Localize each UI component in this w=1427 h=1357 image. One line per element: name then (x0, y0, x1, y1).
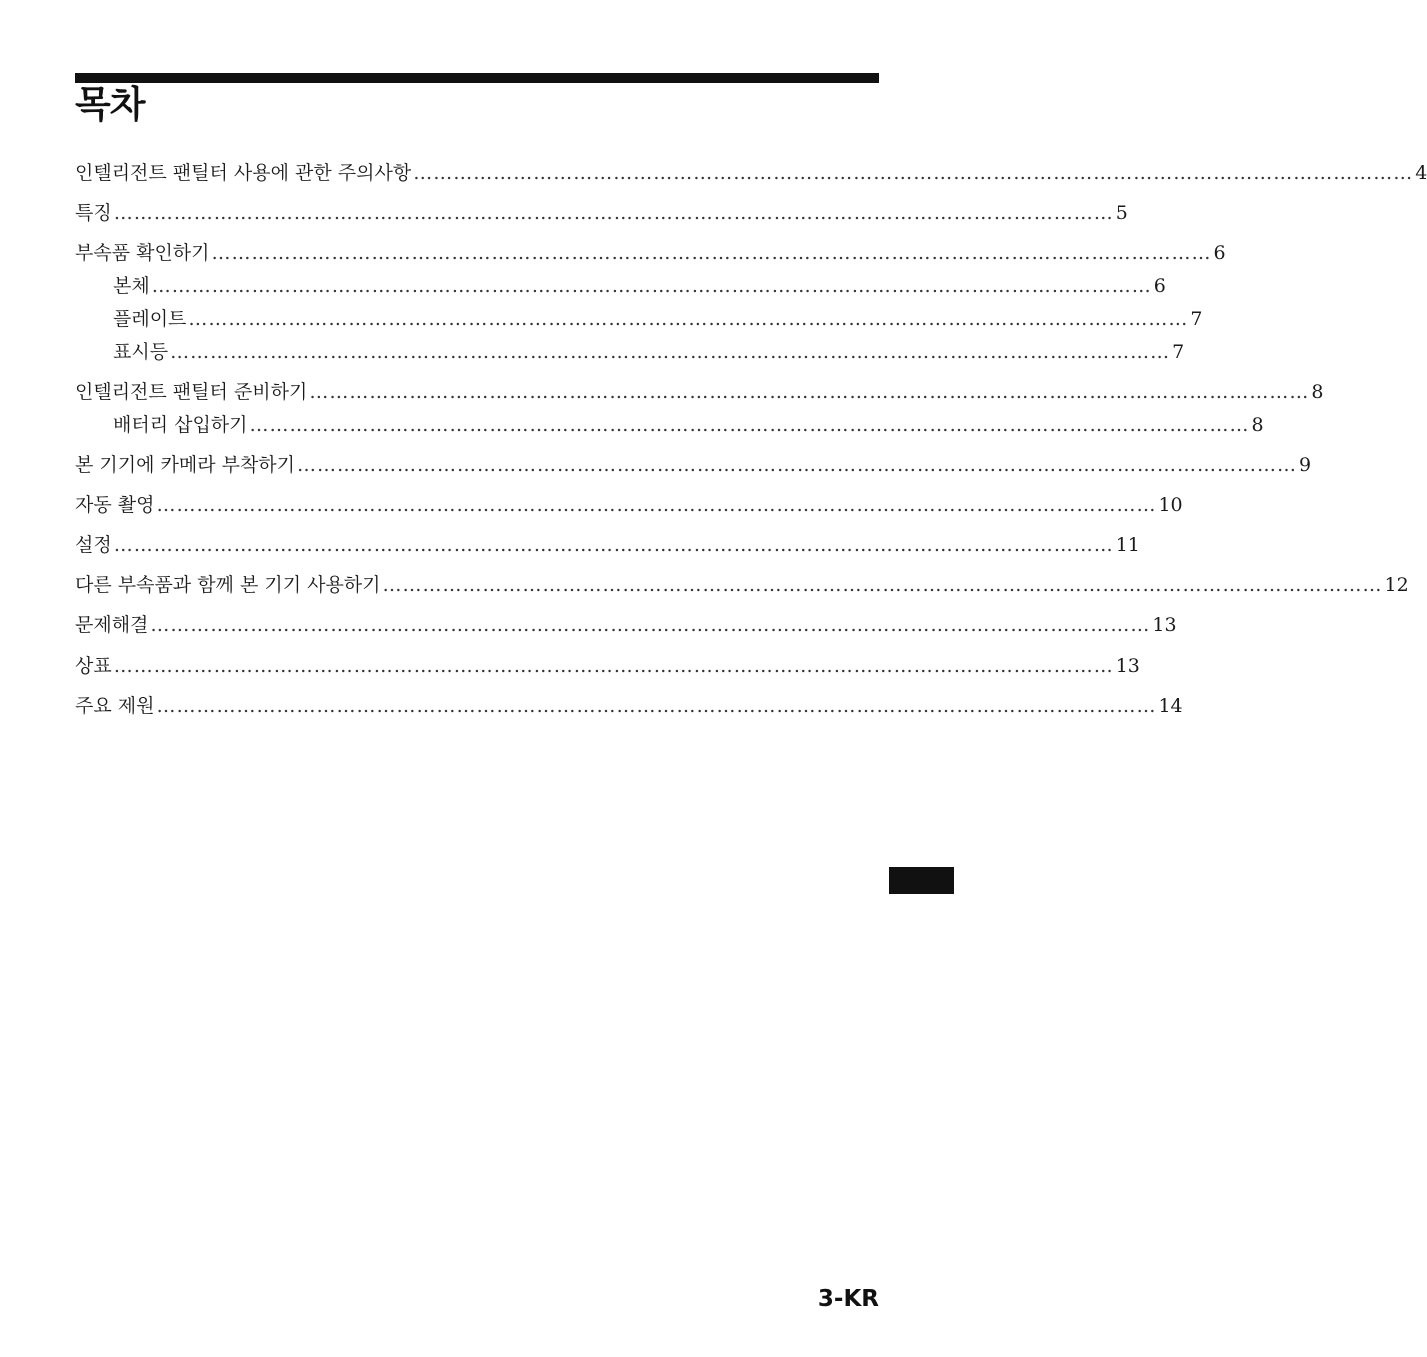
toc-entry-label: 다른 부속품과 함께 본 기기 사용하기 (75, 574, 381, 596)
toc-entry-label: 상표 (75, 655, 112, 677)
toc-entry[interactable] (75, 238, 1226, 268)
toc-entry-label: 인텔리전트 팬틸터 사용에 관한 주의사항 (75, 162, 412, 184)
toc-entry-page: 11 (1115, 534, 1140, 556)
toc-entry-page: 6 (1213, 242, 1226, 264)
toc-entry-page: 13 (1152, 614, 1177, 636)
toc-entry[interactable] (75, 610, 1177, 640)
toc-entry-label: 설정 (75, 534, 112, 556)
toc-entry[interactable] (75, 158, 1427, 188)
toc-leader: …………………………………………………………………………………………………………………………………… (211, 242, 1212, 264)
toc-entry-page: 8 (1251, 414, 1264, 436)
toc-leader: …………………………………………………………………………………………………………………………………… (113, 534, 1114, 556)
toc-entry[interactable] (75, 570, 1409, 600)
toc-entry-page: 9 (1299, 454, 1312, 476)
toc-entry-label: 배터리 삽입하기 (113, 414, 248, 436)
toc-leader: …………………………………………………………………………………………………………………………………… (151, 275, 1152, 297)
toc-entry[interactable] (75, 450, 1312, 480)
toc-leader: …………………………………………………………………………………………………………………………………… (156, 695, 1157, 717)
toc-entry-label: 인텔리전트 팬틸터 준비하기 (75, 381, 308, 403)
toc-subentry[interactable] (113, 271, 1166, 301)
toc-entry-label: 본체 (113, 275, 150, 297)
toc-entry-label: 본 기기에 카메라 부착하기 (75, 454, 296, 476)
page-number: 3-KR (817, 1286, 879, 1312)
toc-subentry[interactable] (113, 337, 1185, 367)
language-tab-marker (889, 867, 954, 894)
toc-entry-page: 8 (1311, 381, 1324, 403)
toc-entry-label: 주요 제원 (75, 695, 155, 717)
toc-entry-label: 표시등 (113, 341, 169, 363)
toc-entry[interactable] (75, 651, 1140, 681)
toc-entry-label: 플레이트 (113, 308, 187, 330)
toc-entry-label: 부속품 확인하기 (75, 242, 210, 264)
toc-subentry[interactable] (113, 410, 1264, 440)
toc-leader: …………………………………………………………………………………………………………………………………… (188, 308, 1189, 330)
page-title: 목차 (75, 83, 145, 126)
toc-entry-page: 4 (1415, 162, 1427, 184)
toc-leader: …………………………………………………………………………………………………………………………………… (113, 202, 1114, 224)
toc-entry-page: 12 (1384, 574, 1409, 596)
toc-entry-page: 14 (1158, 695, 1183, 717)
toc-entry[interactable] (75, 691, 1183, 721)
toc-entry-page: 13 (1115, 655, 1140, 677)
title-rule (75, 73, 879, 83)
toc-entry-page: 7 (1190, 308, 1203, 330)
toc-leader: …………………………………………………………………………………………………………………………………… (156, 494, 1157, 516)
toc-entry-page: 10 (1158, 494, 1183, 516)
toc-entry[interactable] (75, 198, 1128, 228)
toc-leader: …………………………………………………………………………………………………………………………………… (413, 162, 1414, 184)
toc-entry-label: 문제해결 (75, 614, 149, 636)
toc-entry-page: 6 (1153, 275, 1166, 297)
toc-entry-page: 5 (1115, 202, 1128, 224)
toc-entry[interactable] (75, 530, 1140, 560)
toc-entry[interactable] (75, 490, 1183, 520)
toc-leader: …………………………………………………………………………………………………………………………………… (113, 655, 1114, 677)
toc-subentry[interactable] (113, 304, 1203, 334)
toc-entry-page: 7 (1172, 341, 1185, 363)
toc-leader: …………………………………………………………………………………………………………………………………… (297, 454, 1298, 476)
toc-entry-label: 자동 촬영 (75, 494, 155, 516)
toc-leader: …………………………………………………………………………………………………………………………………… (309, 381, 1310, 403)
toc-leader: …………………………………………………………………………………………………………………………………… (382, 574, 1383, 596)
toc-leader: …………………………………………………………………………………………………………………………………… (249, 414, 1250, 436)
toc-entry[interactable] (75, 377, 1324, 407)
toc-leader: …………………………………………………………………………………………………………………………………… (170, 341, 1171, 363)
toc-leader: …………………………………………………………………………………………………………………………………… (150, 614, 1151, 636)
toc-entry-label: 특징 (75, 202, 112, 224)
